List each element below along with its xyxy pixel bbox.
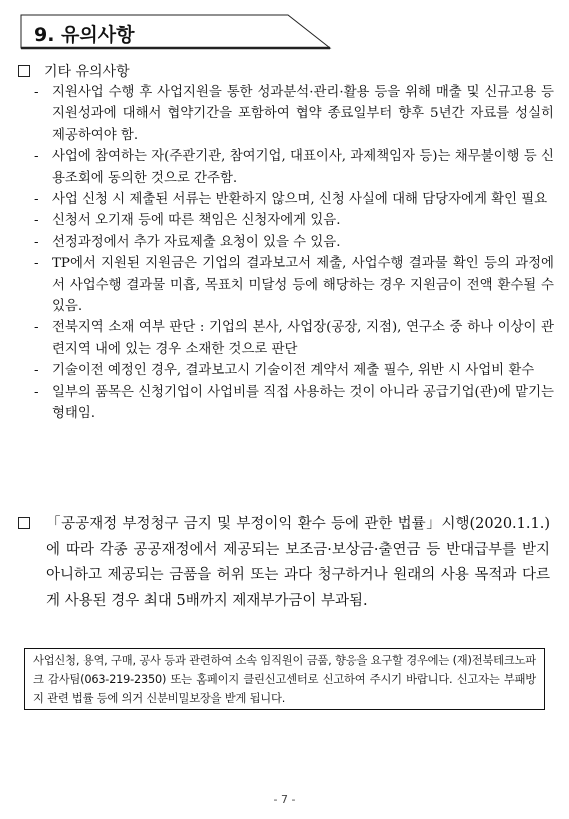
list-item: - 기술이전 예정인 경우, 결과보고시 기술이전 계약서 제출 필수, 위반 시 사업비 환수 bbox=[34, 363, 535, 379]
list-item: - TP에서 지원된 지원금은 기업의 결과보고서 제출, 사업수행 결과물 확인 등의 과정에서 사업수행 결과물 미흡, 목표치 미달성 등에 해당하는 경우 지원금이 전액 환수될 수 있음. bbox=[34, 256, 554, 315]
list-item: - 지원사업 수행 후 사업지원을 통한 성과분석·관리·활용 등을 위해 매출 및 신규고용 등 지원성과에 대해서 협약기간을 포함하여 협약 종료일부터 향후 5년간 자료를 성실히 제공하여야 함. bbox=[34, 85, 554, 143]
law-notice-text: 「공공재정 부정청구 금지 및 부정이익 환수 등에 관한 법률」시행(2020.1.1.)에 따라 각종 공공재정에서 제공되는 보조금·보상금·출연금 등 반대급부를 받지 아니하고 제공되는 금품을 허위 또는 과다 청구하거나 원래의 사용 목적과 다르게 사용된 경우 최대 5배까지 제재부가금이 부과됨. bbox=[46, 516, 550, 609]
list-item: - 선정과정에서 추가 자료제출 요청이 있을 수 있음. bbox=[34, 234, 341, 250]
list-item: - 사업 신청 시 제출된 서류는 반환하지 않으며, 신청 사실에 대해 담당자에게 확인 필요 bbox=[34, 192, 548, 208]
notice-text: 사업신청, 용역, 구매, 공사 등과 관련하여 소속 임직원이 금품, 향응을 요구할 경우에는 (재)전북테크노파크 감사팀(063-219-2350) 또는 홈페이지 클린신고센터로 신고하여 주시기 바랍니다. 신고자는 부패방지 관련 법률 등에 의거 신분비밀보장을 받게 됩니다. bbox=[33, 654, 536, 705]
page-title: 9. 유의사항 bbox=[34, 24, 135, 46]
page-number: - 7 - bbox=[273, 793, 296, 806]
list-item: - 신청서 오기재 등에 따른 책임은 신청자에게 있음. bbox=[34, 213, 341, 229]
list-item: - 일부의 품목은 신청기업이 사업비를 직접 사용하는 것이 아니라 공급기업(관)에 맡기는 형태임. bbox=[34, 384, 554, 422]
law-notice-paragraph bbox=[18, 512, 550, 614]
checkbox-square-icon bbox=[18, 517, 30, 529]
notice-list bbox=[34, 82, 554, 425]
list-item: - 전북지역 소재 여부 판단 : 기업의 본사, 사업장(공장, 지점), 연구소 중 하나 이상이 관련지역 내에 있는 경우 소재한 것으로 판단 bbox=[34, 320, 554, 357]
checkbox-square-icon bbox=[18, 65, 30, 77]
section-header bbox=[20, 14, 350, 50]
list-item: - 사업에 참여하는 자(주관기관, 참여기업, 대표이사, 과제책임자 등)는 채무불이행 등 신용조회에 동의한 것으로 간주함. bbox=[34, 149, 554, 186]
anti-corruption-notice-box bbox=[24, 648, 545, 710]
section-label bbox=[18, 61, 130, 81]
section-label-text: 기타 유의사항 bbox=[44, 64, 130, 80]
